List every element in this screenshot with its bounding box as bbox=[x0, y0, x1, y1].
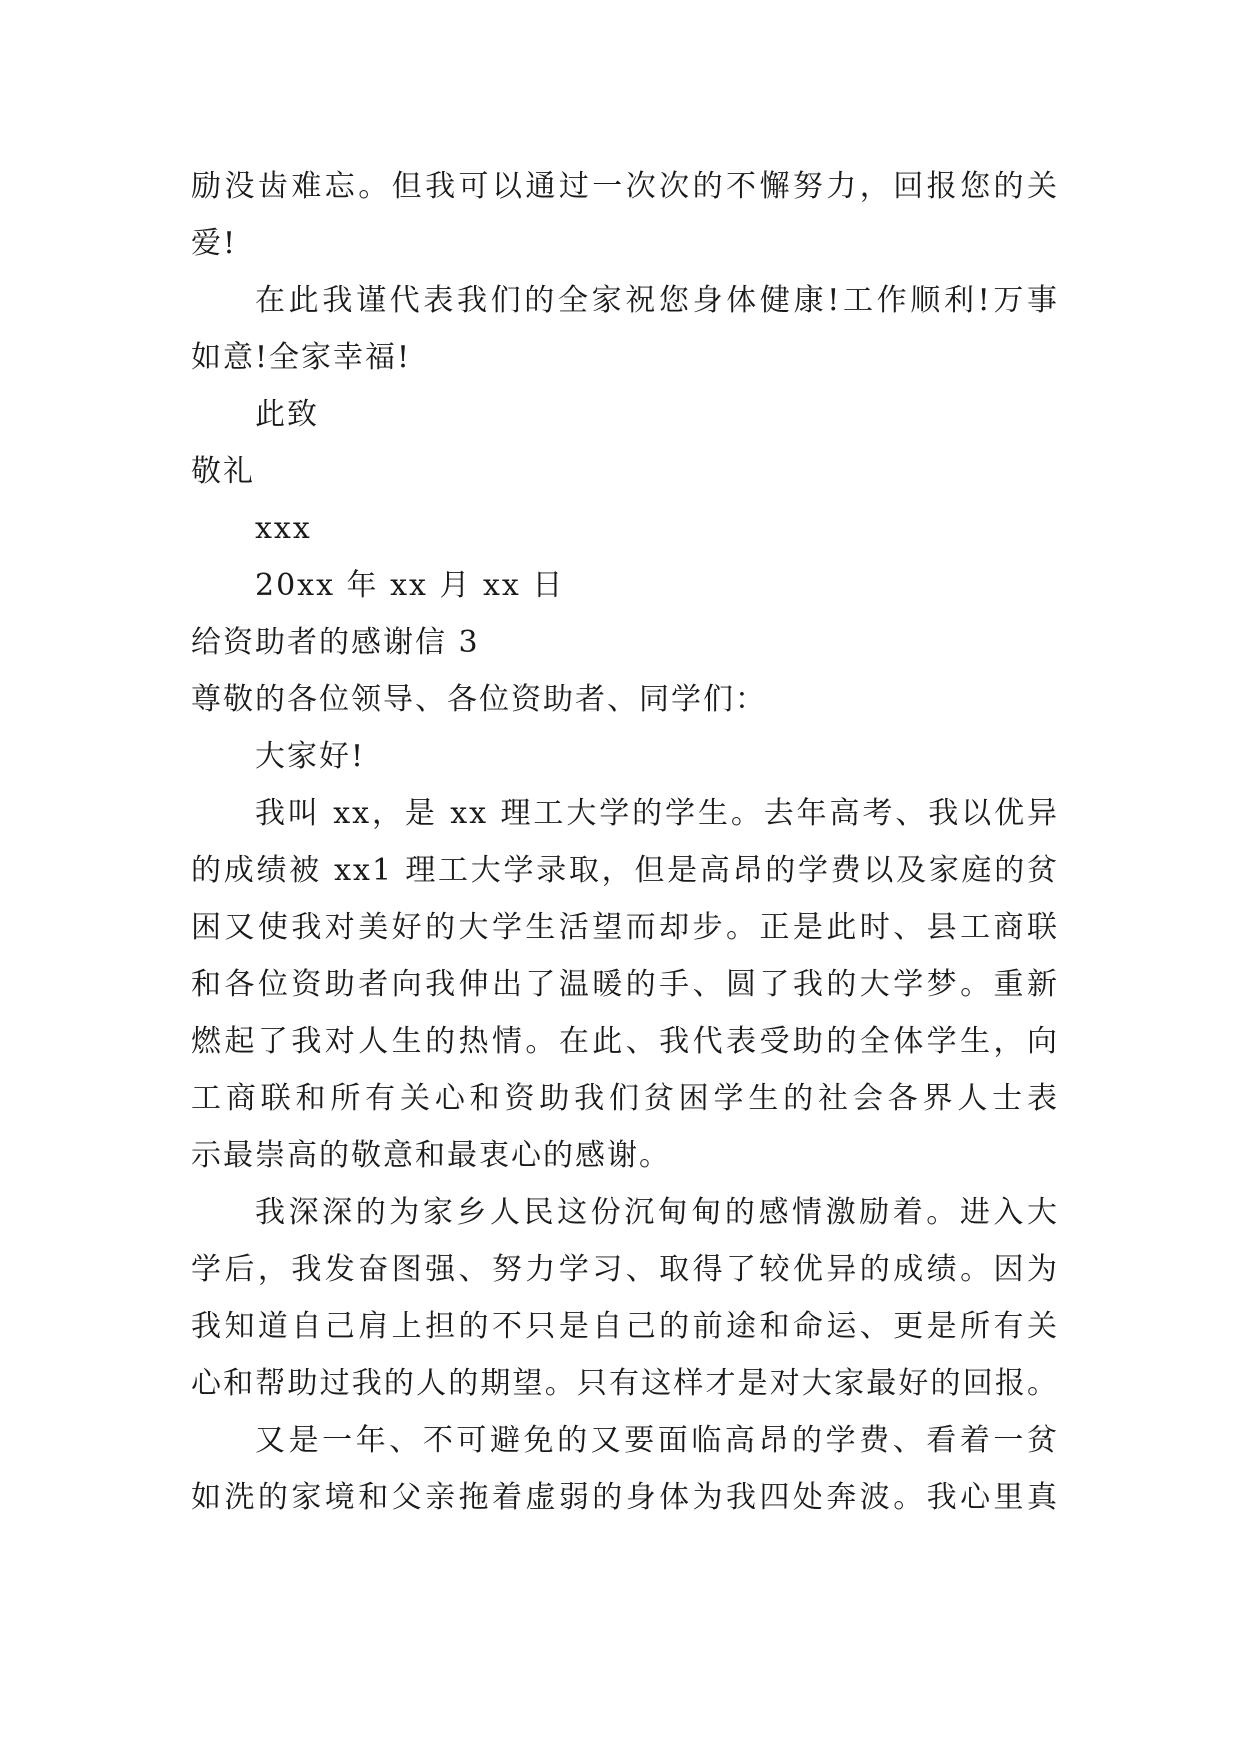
paragraph-line: 困又使我对美好的大学生活望而却步。正是此时、县工商联 bbox=[191, 910, 1059, 945]
signature-name: xxx bbox=[255, 511, 312, 546]
paragraph-line: 爱! bbox=[191, 226, 238, 261]
paragraph-line: 如意!全家幸福! bbox=[191, 340, 412, 375]
paragraph-line: 学后，我发奋图强、努力学习、取得了较优异的成绩。因为 bbox=[191, 1252, 1059, 1287]
paragraph-line: 的成绩被 xx1 理工大学录取，但是高昂的学费以及家庭的贫 bbox=[191, 853, 1059, 888]
letter-title: 给资助者的感谢信 3 bbox=[191, 625, 480, 660]
signature-date: 20xx 年 xx 月 xx 日 bbox=[255, 568, 565, 603]
paragraph-line: 示最崇高的敬意和最衷心的感谢。 bbox=[191, 1138, 671, 1173]
greeting-line: 大家好! bbox=[255, 739, 366, 774]
closing-regards: 敬礼 bbox=[191, 454, 255, 489]
paragraph-line: 工商联和所有关心和资助我们贫困学生的社会各界人士表 bbox=[191, 1081, 1059, 1116]
paragraph-line: 我叫 xx，是 xx 理工大学的学生。去年高考、我以优异 bbox=[255, 796, 1059, 831]
paragraph-line: 和各位资助者向我伸出了温暖的手、圆了我的大学梦。重新 bbox=[191, 967, 1059, 1002]
paragraph-line: 我知道自己肩上担的不只是自己的前途和命运、更是所有关 bbox=[191, 1309, 1059, 1344]
paragraph-line: 又是一年、不可避免的又要面临高昂的学费、看着一贫 bbox=[255, 1423, 1059, 1458]
closing-salutation: 此致 bbox=[255, 397, 319, 432]
letter-body bbox=[191, 158, 1059, 1526]
paragraph-line: 心和帮助过我的人的期望。只有这样才是对大家最好的回报。 bbox=[191, 1366, 1059, 1401]
paragraph-line: 励没齿难忘。但我可以通过一次次的不懈努力，回报您的关 bbox=[191, 169, 1059, 204]
paragraph-line: 燃起了我对人生的热情。在此、我代表受助的全体学生，向 bbox=[191, 1024, 1059, 1059]
paragraph-line: 如洗的家境和父亲拖着虚弱的身体为我四处奔波。我心里真 bbox=[191, 1480, 1059, 1515]
paragraph-line: 我深深的为家乡人民这份沉甸甸的感情激励着。进入大 bbox=[255, 1195, 1059, 1230]
letter-greeting: 尊敬的各位领导、各位资助者、同学们： bbox=[191, 682, 767, 717]
paragraph-line: 在此我谨代表我们的全家祝您身体健康!工作顺利!万事 bbox=[255, 283, 1059, 318]
